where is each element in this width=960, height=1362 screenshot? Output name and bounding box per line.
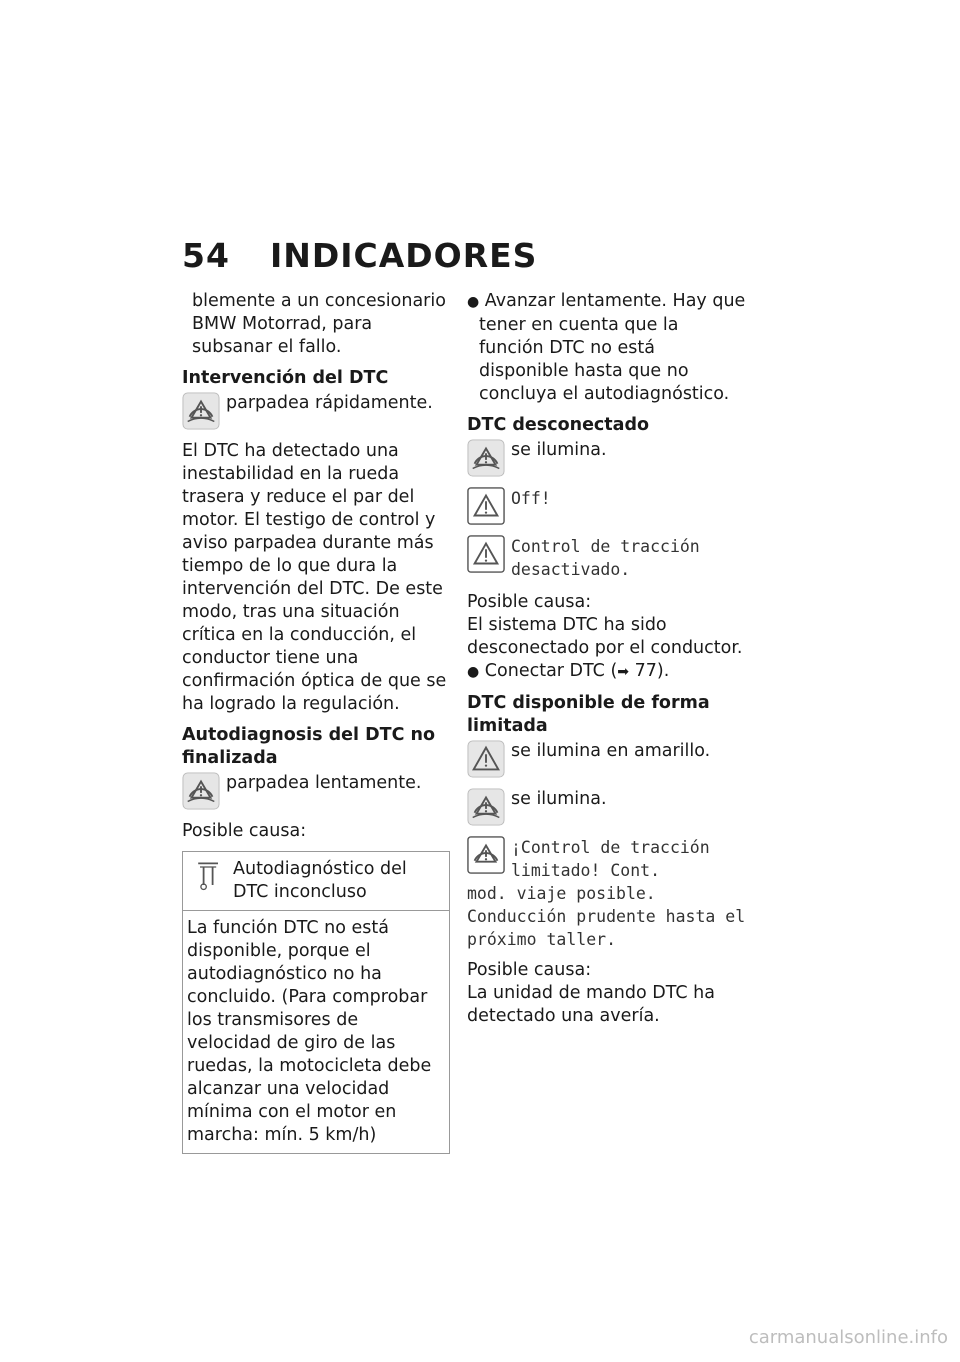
indicator-row <box>467 788 747 826</box>
page-number: 54 <box>182 236 230 275</box>
warning-triangle-icon <box>467 740 505 778</box>
indicator-state-text: se ilumina en amarillo. <box>511 741 711 761</box>
bullet-dot-icon: ● <box>467 664 480 680</box>
info-box <box>182 851 450 1154</box>
page-header <box>182 236 537 275</box>
bullet-dot-icon: ● <box>467 294 480 310</box>
dtc-warning-icon <box>467 836 505 874</box>
section-title-dtc-limited: DTC disponible de forma limitada <box>467 693 710 736</box>
section-title-dtc-intervention: Intervención del DTC <box>182 368 389 388</box>
display-message-continuation: mod. viaje posible. Conducción prudente hasta el próximo taller. <box>467 884 746 949</box>
right-column <box>467 290 747 1036</box>
indicator-row <box>467 439 747 477</box>
section-title-autodiagnosis: Autodiagnosis del DTC no finalizada <box>182 725 436 768</box>
display-message-row <box>467 487 747 525</box>
info-box-title: Autodiagnóstico del DTC inconcluso <box>233 859 407 902</box>
dtc-warning-icon <box>182 392 220 430</box>
chapter-title: INDICADORES <box>269 236 538 275</box>
indicator-state-text: parpadea lentamente. <box>226 773 422 793</box>
intro-text: blemente a un concesionario BMW Motorrad, para subsanar el fallo. <box>192 291 446 357</box>
indicator-state-text: parpadea rápidamente. <box>226 393 433 413</box>
warning-triangle-icon <box>467 487 505 525</box>
display-message-text: Control de tracción desactivado. <box>511 537 700 579</box>
arrow-ref-icon: ➡ <box>617 664 630 680</box>
bullet-text: Conectar DTC ( <box>484 661 618 681</box>
dtc-warning-icon <box>467 439 505 477</box>
info-box-body: La función DTC no está disponible, porque el autodiagnóstico no ha concluido. (Para comprobar los transmisores de velocidad de giro de las ruedas, la motocicleta debe alcanzar una velocidad mínima con el motor en marcha: mín. 5 km/h) <box>187 918 432 1145</box>
dtc-system-icon <box>191 858 227 894</box>
info-box-header <box>183 852 449 911</box>
possible-cause-label: Posible causa: <box>467 592 592 612</box>
dtc-warning-icon <box>467 788 505 826</box>
section-body-text: El DTC ha detectado una inestabilidad en la rueda trasera y reduce el par del motor. El testigo de control y aviso parpadea durante más tiempo de lo que dura la intervención del DTC. De este modo, tras una situación crítica en la conducción, el conductor tiene una confirmación óptica de que se ha logrado la regulación. <box>182 441 447 714</box>
page-reference-link[interactable]: 77 <box>634 661 657 681</box>
indicator-state-text: se ilumina. <box>511 789 607 809</box>
indicator-state-text: se ilumina. <box>511 440 607 460</box>
indicator-row <box>182 392 450 430</box>
possible-cause-label: Posible causa: <box>182 821 307 841</box>
section-title-dtc-disconnected: DTC desconectado <box>467 415 650 435</box>
possible-cause-text: El sistema DTC ha sido desconectado por el conductor. <box>467 615 743 658</box>
display-message-text: ¡Control de tracción limitado! Cont. <box>511 838 710 880</box>
left-column <box>182 290 450 1154</box>
bullet-text: Avanzar lentamente. Hay que tener en cuenta que la función DTC no está disponible hasta que no concluya el autodiagnóstico. <box>479 291 746 404</box>
possible-cause-label: Posible causa: <box>467 960 592 980</box>
watermark-text: carmanualsonline.info <box>748 1327 948 1348</box>
warning-triangle-icon <box>467 535 505 573</box>
display-message-row <box>467 836 747 882</box>
display-message-row <box>467 535 747 581</box>
bullet-item <box>467 290 747 406</box>
indicator-row <box>182 772 450 810</box>
indicator-row <box>467 740 747 778</box>
possible-cause-text: La unidad de mando DTC ha detectado una avería. <box>467 983 715 1026</box>
bullet-text-end: ). <box>656 661 670 681</box>
display-message-text: Off! <box>511 489 551 508</box>
bullet-item <box>467 660 747 684</box>
dtc-warning-icon <box>182 772 220 810</box>
